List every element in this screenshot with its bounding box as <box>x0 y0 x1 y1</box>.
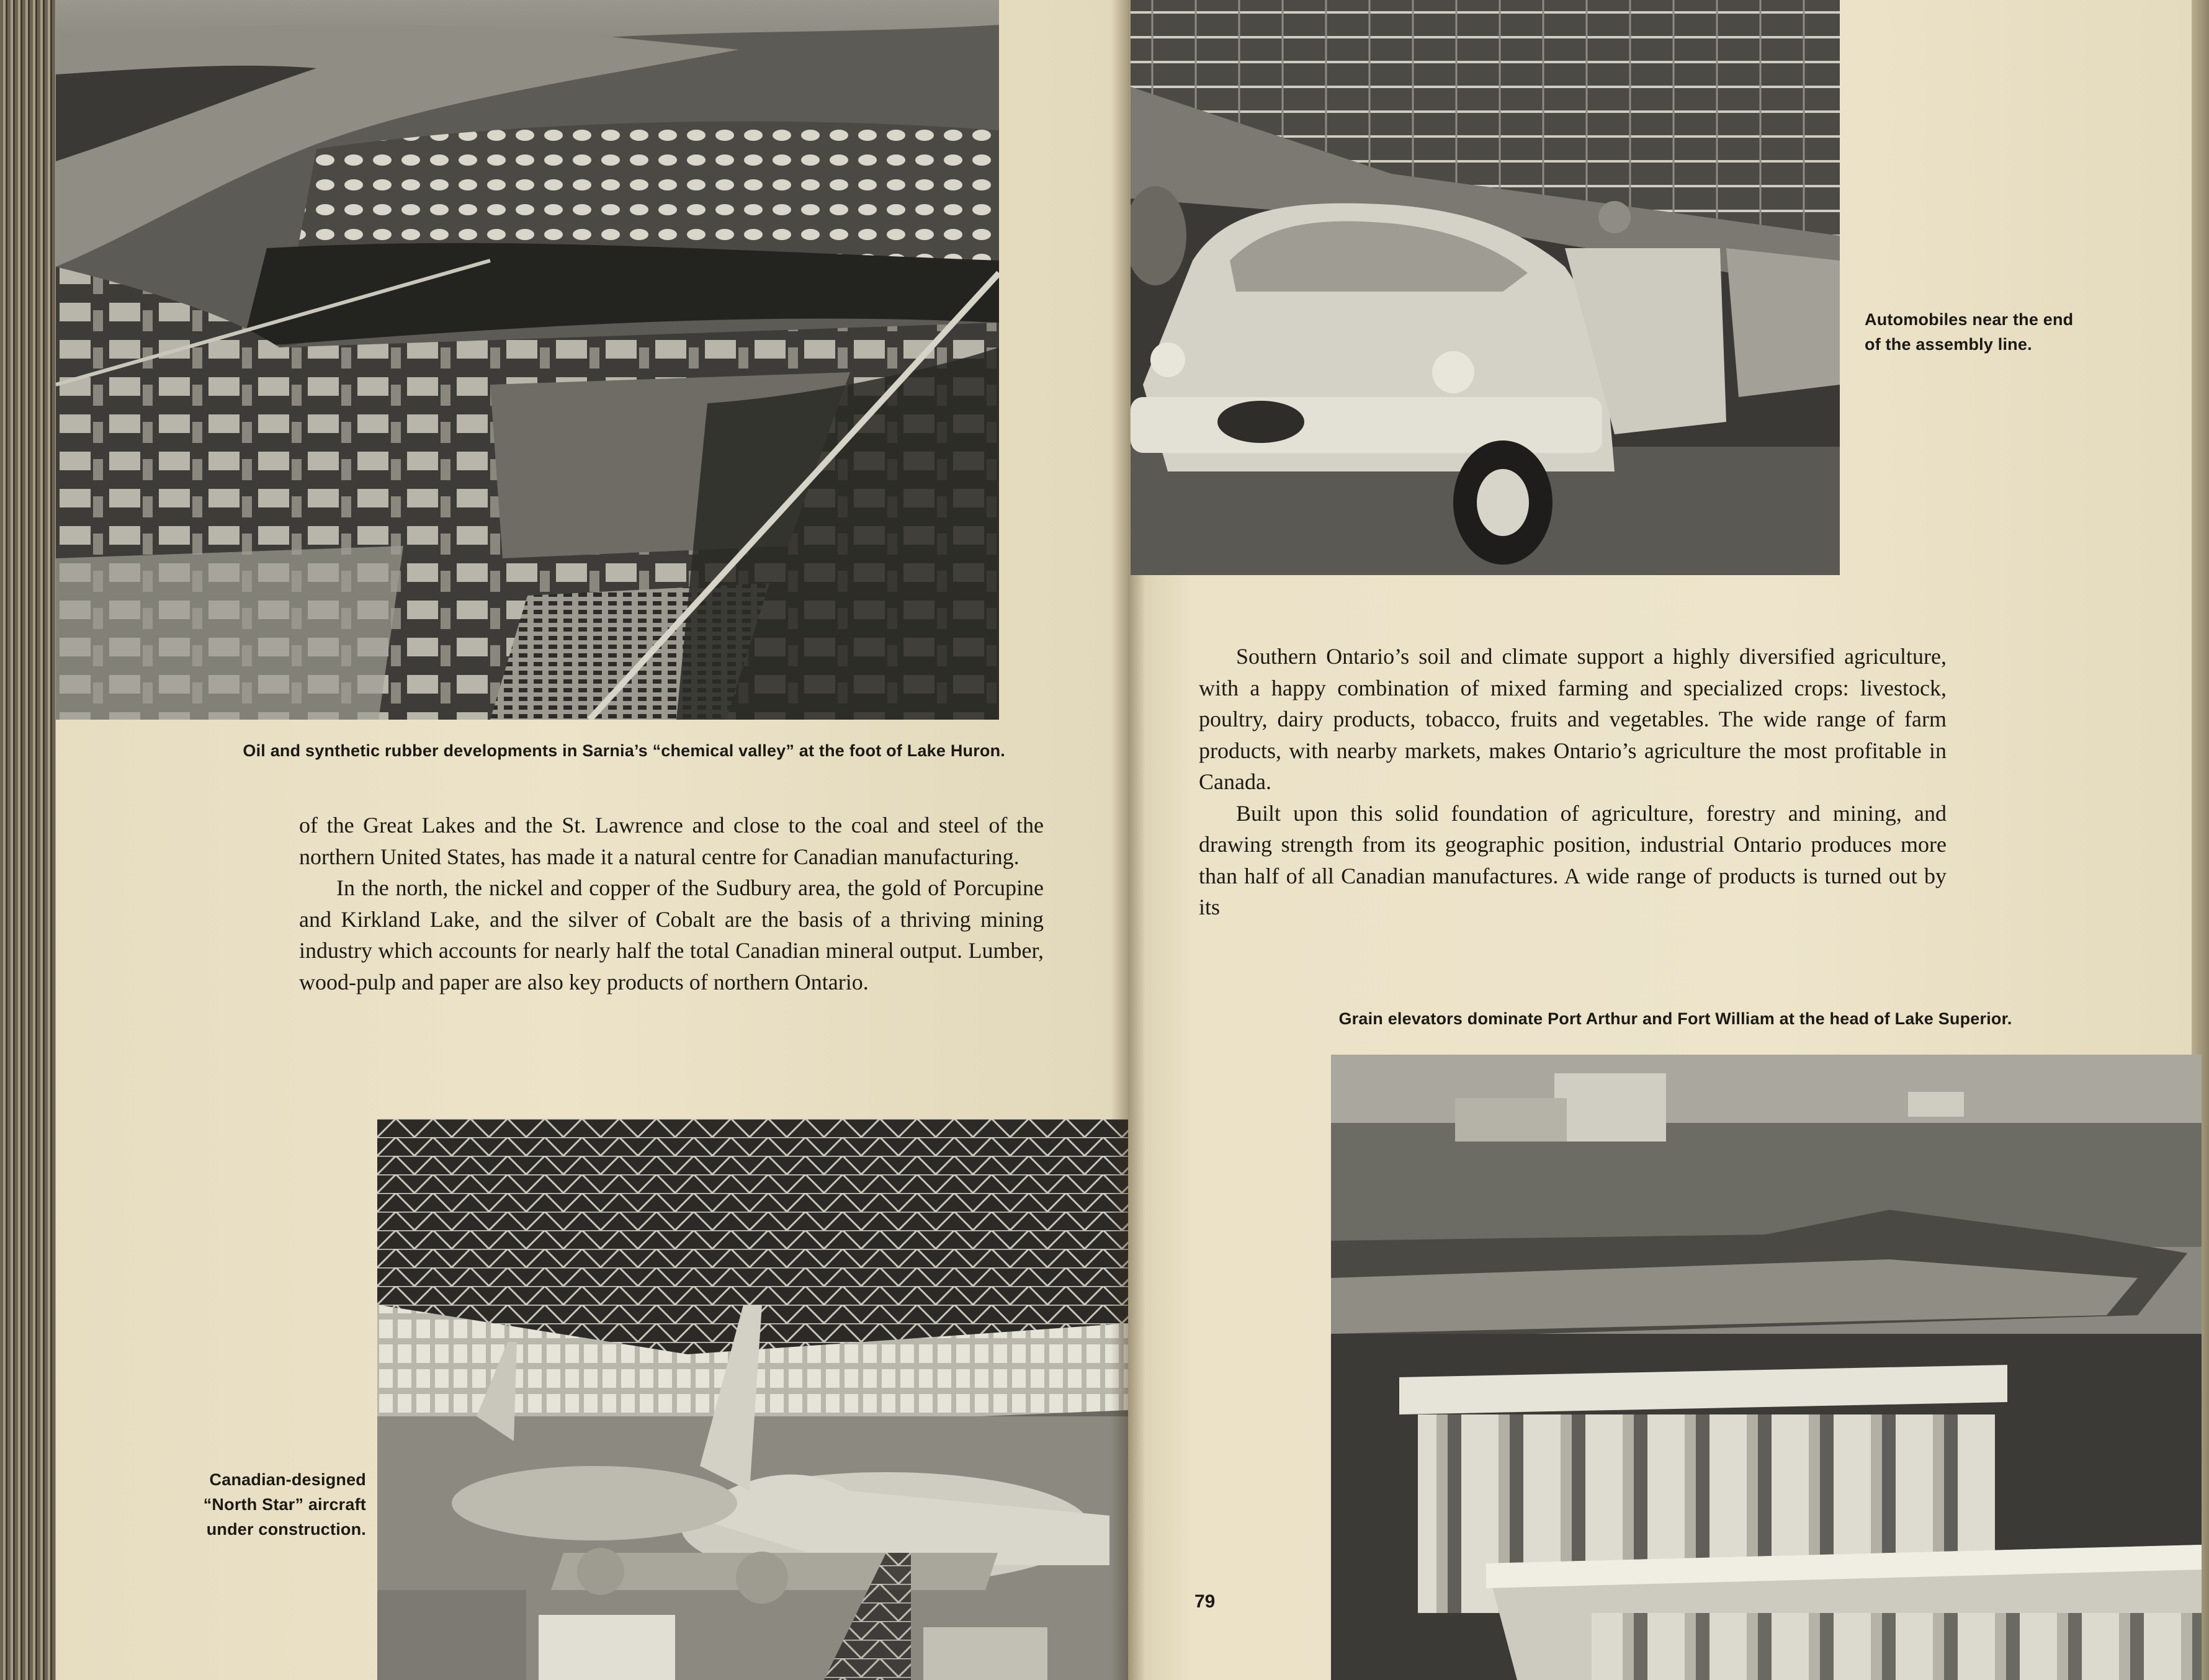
left-body-text <box>299 810 1044 998</box>
book-edge-left <box>0 0 56 1680</box>
right-body-text <box>1199 641 1947 923</box>
photo-grain-elevators <box>1331 1055 2202 1680</box>
caption-grain-elevators: Grain elevators dominate Port Arthur and Fort William at the head of Lake Superior. <box>1338 1009 2012 1028</box>
caption-automobiles: Automobiles near the end of the assembly line. <box>1865 310 2074 354</box>
right-paragraph-2: Built upon this solid foundation of agriculture, forestry and mining, and drawing strength from its geographic position, industrial Ontario produces more than half of all Canadian manufactures. A wide range of products is turned out by its <box>1199 800 1947 919</box>
photo-automobile-assembly <box>1131 0 1840 575</box>
right-paragraph-1: Southern Ontario’s soil and climate support a highly diversified agriculture, with a happy combination of mixed farming and specialized crops: livestock, poultry, dairy products, tobacco, fruits and vegetables. The wide range of farm products, with nearby markets, makes Ontario’s agriculture the most profitable in Canada. <box>1199 644 1947 794</box>
page-number: 79 <box>1194 1591 1216 1612</box>
photo-sarnia-chemical-valley <box>56 0 999 720</box>
caption-sarnia: Oil and synthetic rubber developments in Sarnia’s “chemical valley” at the foot of Lake Huron. <box>243 741 1005 760</box>
left-paragraph-2: In the north, the nickel and copper of the Sudbury area, the gold of Porcupine and Kirkland Lake, and the silver of Cobalt are the basis of a thriving mining industry which accounts for nearly half the total Canadian mineral output. Lumber, wood-pulp and paper are also key products of northern Ontario. <box>299 875 1044 994</box>
left-paragraph-1: of the Great Lakes and the St. Lawrence and close to the coal and steel of the northern United States, has made it a natural centre for Canadian manufacturing. <box>299 813 1044 869</box>
photo-north-star-aircraft <box>377 1119 1128 1680</box>
caption-aircraft: Canadian-designed “North Star” aircraft under construction. <box>203 1470 366 1539</box>
